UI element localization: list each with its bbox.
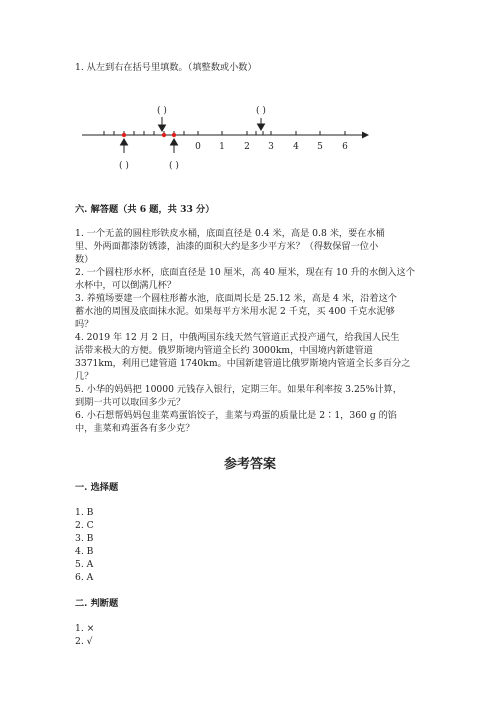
problem-line: 2. 一个圆柱形水杯，底面直径是 10 厘米，高 40 厘米，现在有 10 升的水倒入这个 xyxy=(75,267,415,278)
problem-line: 5. 小华的妈妈把 10000 元钱存入银行，定期三年。如果年利率按 3.25%计算， xyxy=(75,384,402,395)
answer-section-title: 一. 选择题 xyxy=(75,482,119,493)
answer-blank-bottom: ( ) xyxy=(169,161,179,171)
tick-label: 6 xyxy=(342,142,348,152)
answer-section-title: 二. 判断题 xyxy=(75,598,119,609)
problem-line: 几？ xyxy=(75,371,94,382)
number-line-point xyxy=(122,133,126,137)
problem-line: 活带来极大的方便。俄罗斯境内管道全长约 3000km，中国境内新建管道 xyxy=(75,345,373,356)
problem-line: 水杯中，可以倒满几杯？ xyxy=(75,280,177,291)
tick-label: 1 xyxy=(219,142,225,152)
number-line-arrowhead xyxy=(362,132,369,139)
section6-title: 六. 解答题（共 6 题，共 33 分） xyxy=(75,204,215,215)
answer-item: 6. A xyxy=(75,572,94,583)
tick-label: 2 xyxy=(244,142,250,152)
answer-key-title: 参考答案 xyxy=(223,457,276,472)
problem-line: 3371km，利用已建管道 1740km。中国新建管道比俄罗斯境内管道全长多百分之 xyxy=(75,358,411,369)
answer-item: 3. B xyxy=(75,533,94,544)
answer-item: 2. √ xyxy=(75,636,93,647)
tick-label: 4 xyxy=(293,142,299,152)
problem-line: 吗？ xyxy=(75,319,94,330)
down-arrow-icon xyxy=(258,118,265,130)
answer-item: 5. A xyxy=(75,559,94,570)
up-arrow-icon xyxy=(171,139,178,153)
problem-line: 3. 养殖场要建一个圆柱形蓄水池，底面周长是 25.12 米，高是 4 米，沿着这个 xyxy=(75,293,397,304)
problem-line: 6. 小石想帮妈妈包韭菜鸡蛋馅饺子，韭菜与鸡蛋的质量比是 2∶1，360 g 的馅 xyxy=(75,410,397,421)
number-line-ticks xyxy=(104,131,345,135)
problem-line: 1. 一个无盖的圆柱形铁皮水桶，底面直径是 0.4 米，高是 0.8 米，要在水桶 xyxy=(75,228,385,239)
tick-label: 0 xyxy=(195,142,201,152)
answer-blank-top: ( ) xyxy=(256,106,266,116)
up-arrow-icon xyxy=(121,139,128,153)
problem-line: 里、外两面都漆防锈漆，油漆的面积大约是多少平方米？（得数保留一位小 xyxy=(75,241,379,252)
q1-prompt: 1. 从左到右在括号里填数。（填整数或小数） xyxy=(75,62,257,73)
down-arrow-icon xyxy=(159,117,166,131)
tick-label: 3 xyxy=(268,142,274,152)
number-line-point xyxy=(172,133,176,137)
problem-line: 到期一共可以取回多少元？ xyxy=(75,397,186,408)
problem-line: 数） xyxy=(75,254,94,265)
answer-item: 4. B xyxy=(75,546,94,557)
tick-label: 5 xyxy=(317,142,323,152)
number-line-point xyxy=(162,133,166,137)
problem-line: 中，韭菜和鸡蛋各有多少克？ xyxy=(75,423,195,434)
answer-item: 1. × xyxy=(75,623,95,634)
answer-blank-bottom: ( ) xyxy=(119,161,129,171)
problem-line: 4. 2019 年 12 月 2 日，中俄两国东线天然气管道正式投产通气，给我国人民生 xyxy=(75,332,400,343)
problem-line: 蓄水池的周围及底面抹水泥。如果每平方米用水泥 2 千克，买 400 千克水泥够 xyxy=(75,306,395,317)
answer-blank-top: ( ) xyxy=(157,106,167,116)
answer-item: 2. C xyxy=(75,520,94,531)
answer-item: 1. B xyxy=(75,507,94,518)
